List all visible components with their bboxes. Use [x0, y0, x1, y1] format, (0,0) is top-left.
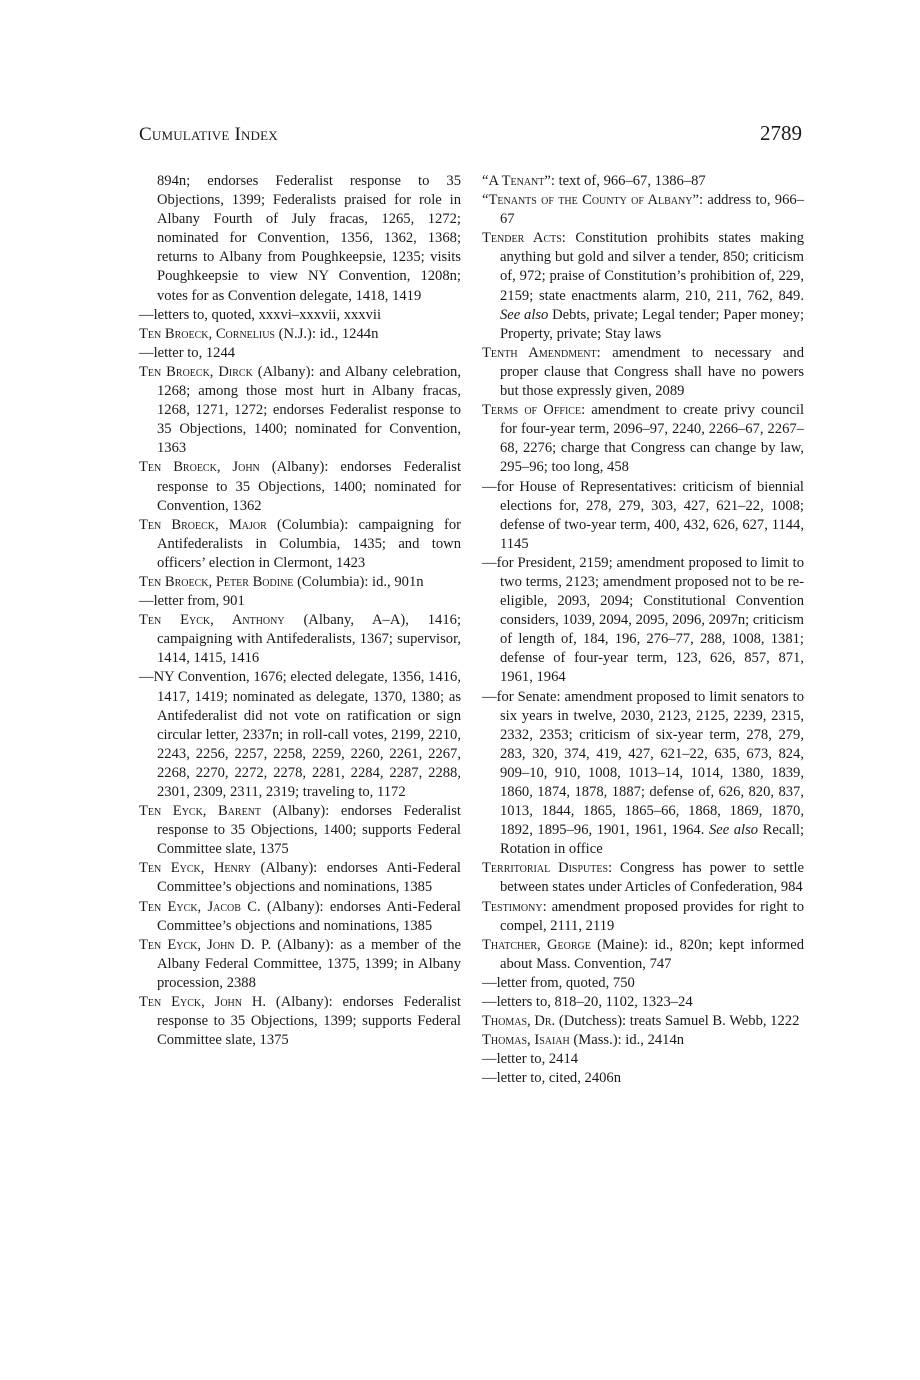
entry-text: (Dutchess): treats Samuel B. Webb, 1222: [555, 1013, 800, 1030]
entry-text: (Mass.): id., 2414n: [569, 1032, 685, 1049]
index-entry: [482, 344, 804, 401]
entry-text: (N.J.): id., 1244n: [275, 325, 379, 342]
index-column-right: [482, 172, 804, 1089]
entry-text: 894n; endorses Federalist response to 35 Objections, 1399; Federalists praised for role in Albany Fourth of July fracas, 1265, 1272; nominated for Convention, 1356, 1362, 1368; returns to Albany from Poughkeepsie, 1235; visits Poughkeepsie to view NY Convention, 1208n; votes for as Convention delegate, 1418, 1419: [157, 173, 461, 304]
entry-text: —letters to, 818–20, 1102, 1323–24: [482, 994, 693, 1011]
index-entry: [482, 1012, 804, 1031]
entry-text: (Albany): as a member of the Albany Federal Committee, 1375, 1399; in Albany procession, 2388: [157, 936, 461, 991]
entry-heading: Ten Broeck, Major: [139, 516, 267, 533]
entry-text: —letters to, quoted, xxxvi–xxxvii, xxxvii: [139, 306, 381, 323]
see-also-targets: Recall; Rotation in office: [500, 822, 804, 858]
index-column-left: [139, 172, 461, 1050]
entry-heading: Terms of Office: [482, 402, 582, 419]
index-entry: [139, 668, 461, 802]
index-entry: [482, 993, 804, 1012]
entry-heading: Ten Eyck, Jacob C.: [139, 898, 261, 915]
entry-heading: “A Tenant”: [482, 173, 551, 189]
index-entry: [482, 191, 804, 229]
index-entry: [139, 898, 461, 936]
entry-text: (Columbia): campaigning for Antifederalists in Columbia, 1435; and town officers’ election in Clermont, 1423: [157, 516, 461, 571]
entry-text: (Albany): endorses Federalist response to 35 Objections, 1400; nominated for Convention, 1362: [157, 459, 461, 514]
index-entry: [482, 898, 804, 936]
entry-text: —for Senate: amendment proposed to limit senators to six years in twelve, 2030, 2123, 2125, 2239, 2315, 2332, 2353; criticism of six-year term, 278, 279, 283, 320, 374, 419, 427, 621–22, 635, 673, 824, 909–10, 910, 1008, 1013–14, 1014, 1380, 1839, 1860, 1874, 1878, 1887; defense of, 626, 820, 837, 1013, 1844, 1865, 1865–66, 1868, 1869, 1870, 1892, 1895–96, 1901, 1961, 1964.: [482, 688, 804, 839]
entry-text: —letter to, cited, 2406n: [482, 1070, 622, 1087]
entry-text: (Albany): endorses Anti-Federal Committee’s objections and nominations, 1385: [157, 898, 461, 934]
index-entry: [482, 974, 804, 993]
entry-text: (Columbia): id., 901n: [293, 573, 424, 590]
entry-heading: “Tenants of the County of Albany”: [482, 192, 699, 209]
entry-text: —NY Convention, 1676; elected delegate, 1356, 1416, 1417, 1419; nominated as delegate, 1370, 1380; as Antifederalist did not vote on ratification or sign circular letter, 2337n; in roll-call votes, 2199, 2210, 2243, 2256, 2257, 2258, 2259, 2260, 2261, 2267, 2268, 2270, 2272, 2278, 2281, 2284, 2287, 2288, 2301, 2309, 2311, 2319; traveling to, 1172: [139, 669, 461, 800]
index-entry: [482, 688, 804, 860]
index-entry: [482, 1031, 804, 1050]
entry-text: : Congress has power to settle between states under Articles of Confederation, 984: [500, 860, 804, 896]
entry-heading: Ten Eyck, Henry: [139, 860, 252, 877]
see-also-label: See also: [500, 306, 549, 323]
index-entry: [482, 936, 804, 974]
entry-heading: Ten Eyck, John D. P.: [139, 936, 272, 953]
index-entry: [139, 573, 461, 592]
entry-text: (Albany, A–A), 1416; campaigning with Antifederalists, 1367; supervisor, 1414, 1415, 1416: [157, 612, 461, 667]
index-entry: [139, 306, 461, 325]
index-entry: [139, 993, 461, 1050]
entry-text: —letter to, 1244: [139, 344, 236, 361]
entry-text: —letter from, 901: [139, 593, 245, 610]
entry-heading: Thomas, Isaiah: [482, 1032, 570, 1049]
entry-text: : text of, 966–67, 1386–87: [550, 173, 706, 189]
entry-heading: Territorial Disputes: [482, 860, 609, 877]
index-entry: [139, 458, 461, 515]
entry-heading: Ten Eyck, Anthony: [139, 612, 285, 629]
index-entry: [482, 172, 804, 191]
entry-heading: Thomas, Dr.: [482, 1013, 556, 1030]
index-entry: [482, 554, 804, 688]
running-head: Cumulative Index: [139, 124, 278, 145]
index-entry: [482, 859, 804, 897]
entry-heading: Ten Broeck, Peter Bodine: [139, 573, 294, 590]
index-entry: [139, 325, 461, 344]
entry-text: (Maine): id., 820n; kept informed about Mass. Convention, 747: [500, 936, 804, 972]
index-entry: [139, 344, 461, 363]
entry-text: —letter from, quoted, 750: [482, 974, 635, 991]
index-entry: [482, 401, 804, 477]
index-entry: [139, 611, 461, 668]
index-entry: [139, 859, 461, 897]
entry-heading: Thatcher, George: [482, 936, 591, 953]
index-entry: [482, 1050, 804, 1069]
index-entry: [139, 592, 461, 611]
entry-heading: Ten Eyck, John H.: [139, 994, 267, 1011]
entry-text: (Albany): endorses Federalist response to 35 Objections, 1399; supports Federal Committee slate, 1375: [157, 994, 461, 1049]
entry-text: (Albany): and Albany celebration, 1268; among those most hurt in Albany fracas, 1268, 1271, 1272; endorses Federalist response to 35 Objections, 1400; nominated for Convention, 1363: [157, 363, 462, 457]
entry-text: : amendment to create privy council for four-year term, 2096–97, 2240, 2266–67, 2267–68, 2276; charge that Congress can change by law, 295–96; too long, 458: [500, 402, 805, 476]
see-also-targets: Debts, private; Legal tender; Paper money; Property, private; Stay laws: [500, 306, 804, 342]
entry-heading: Tender Acts: [482, 230, 562, 247]
index-entry: [139, 936, 461, 993]
index-entry: [482, 229, 804, 344]
see-also-label: See also: [708, 822, 759, 839]
entry-text: : amendment proposed provides for right to compel, 2111, 2119: [500, 898, 804, 934]
index-entry: [139, 363, 461, 458]
entry-text: : Constitution prohibits states making anything but gold and silver a tender, 850; criticism of, 972; praise of Constitution’s prohibition of, 229, 2159; state enactments alarm, 210, 211, 762, 849.: [500, 230, 805, 304]
index-entry: [482, 1069, 804, 1088]
index-entry: [139, 802, 461, 859]
index-entry: [482, 478, 804, 554]
entry-text: : address to, 966–67: [500, 192, 804, 228]
entry-text: (Albany): endorses Federalist response to 35 Objections, 1400; supports Federal Committee slate, 1375: [157, 803, 461, 858]
entry-heading: Ten Broeck, Cornelius: [139, 325, 275, 342]
entry-heading: Ten Broeck, John: [139, 459, 260, 476]
entry-text: (Albany): endorses Anti-Federal Committee’s objections and nominations, 1385: [157, 860, 461, 896]
entry-heading: Ten Eyck, Barent: [139, 803, 262, 820]
entry-text: —for President, 2159; amendment proposed to limit to two terms, 2123; amendment proposed not to be re-eligible, 2093, 2094; Constitutional Convention considers, 1039, 2094, 2095, 2096, 2097n; criticism of length of, 184, 196, 276–77, 288, 1008, 1381; defense of four-year term, 123, 626, 857, 871, 1961, 1964: [482, 554, 804, 686]
page-number: 2789: [760, 121, 802, 145]
entry-heading: Tenth Amendment: [482, 344, 597, 361]
entry-text: : amendment to necessary and proper clause that Congress shall have no powers but those expressly given, 2089: [500, 344, 804, 400]
entry-heading: Ten Broeck, Dirck: [139, 363, 253, 380]
index-entry: [139, 172, 461, 306]
entry-text: —for House of Representatives: criticism of biennial elections for, 278, 279, 303, 427, 621–22, 1008; defense of two-year term, 400, 432, 626, 627, 1144, 1145: [482, 478, 804, 552]
entry-heading: Testimony: [482, 898, 543, 915]
entry-text: —letter to, 2414: [482, 1051, 579, 1068]
index-entry: [139, 516, 461, 573]
